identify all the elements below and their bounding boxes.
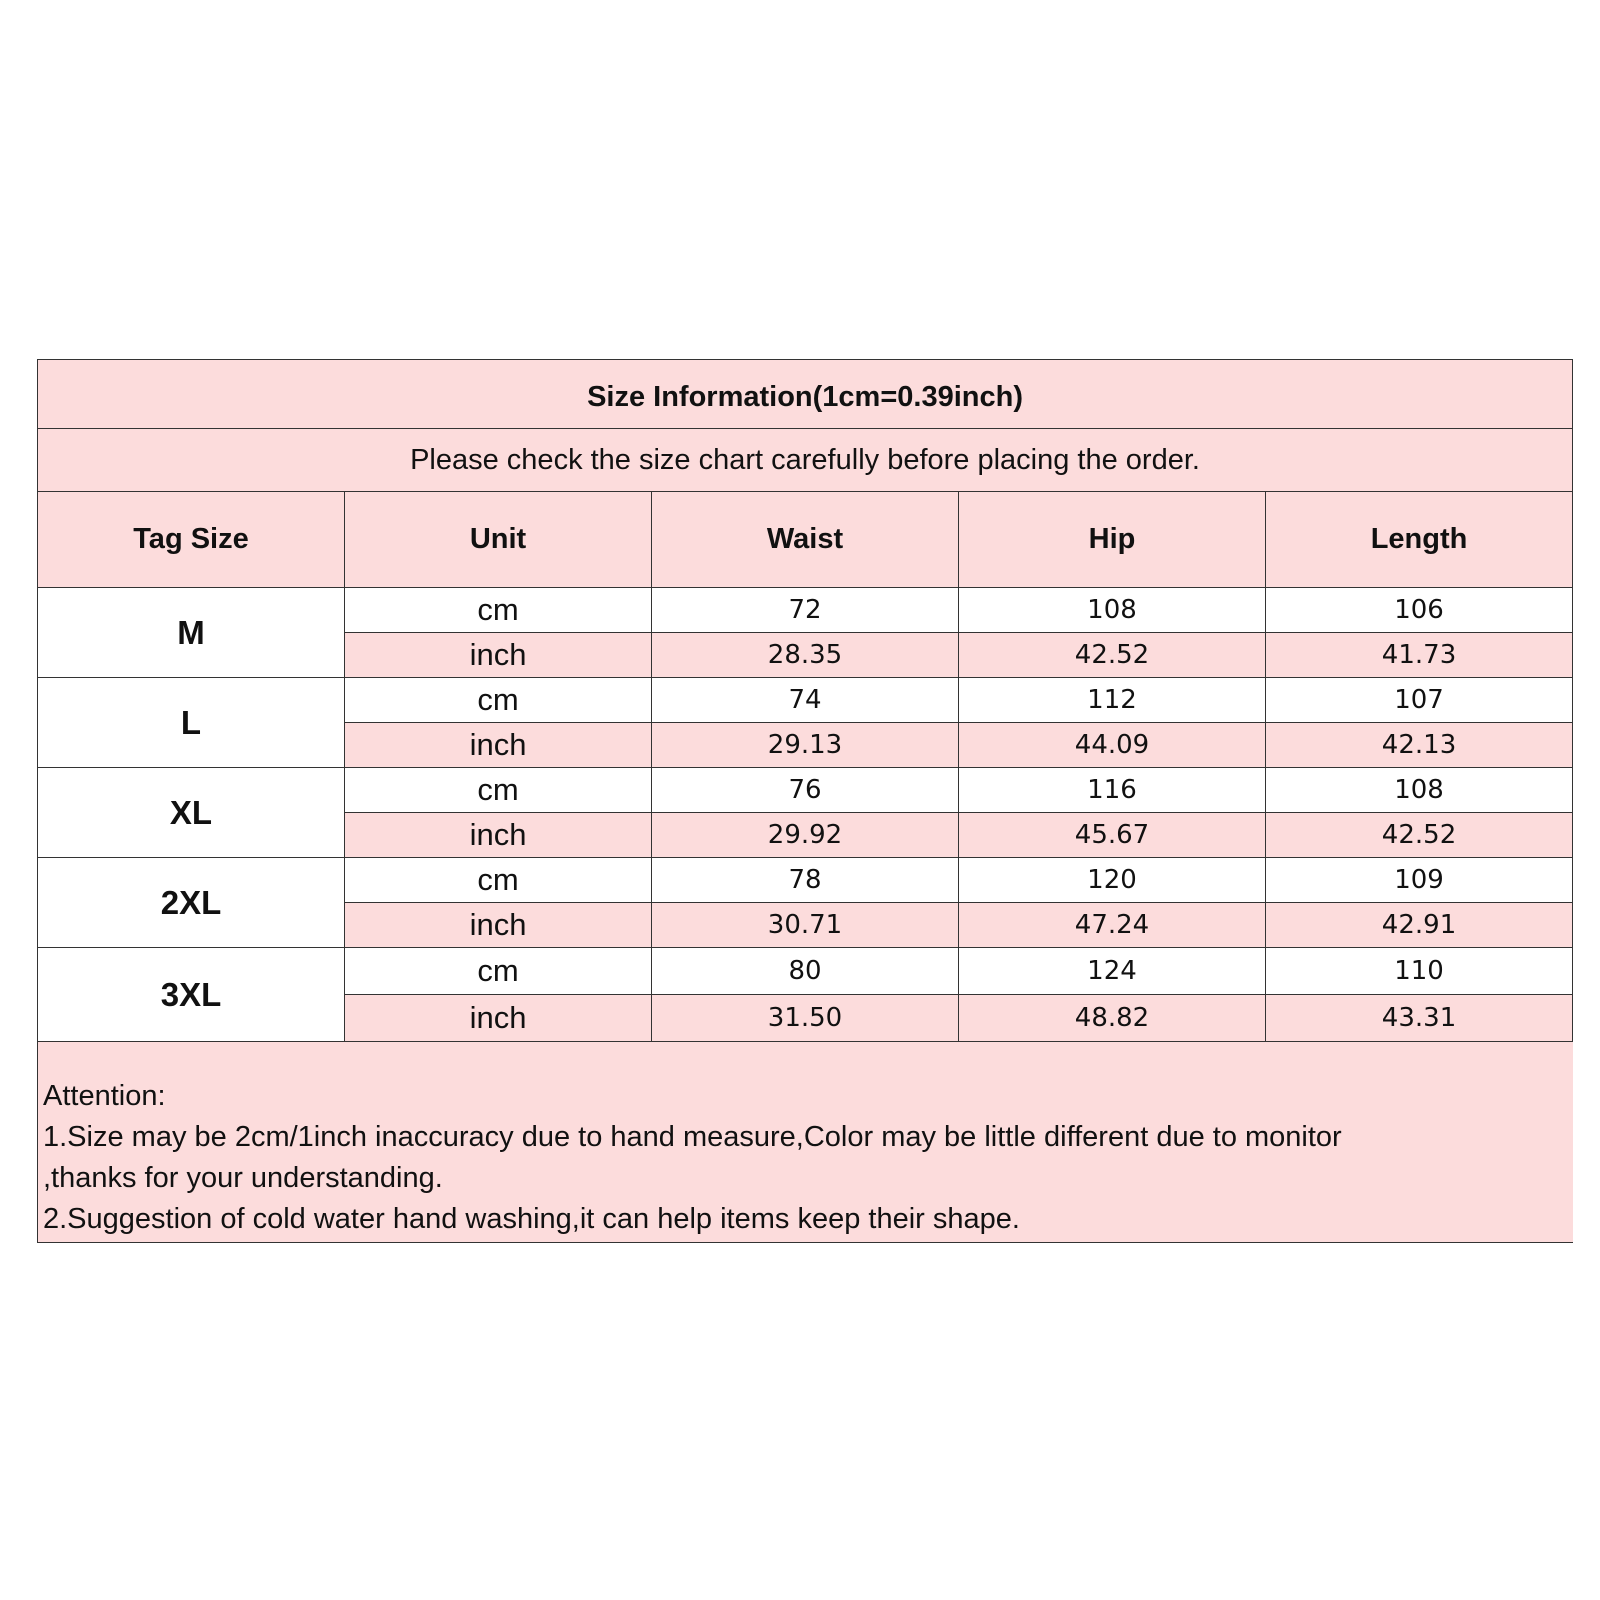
hip-cell: 116 (959, 768, 1266, 813)
waist-cell: 29.13 (652, 723, 959, 768)
unit-cell: inch (345, 633, 652, 678)
unit-cell: cm (345, 588, 652, 633)
attention-heading: Attention: (43, 1080, 166, 1112)
waist-cell: 78 (652, 858, 959, 903)
hip-cell: 108 (959, 588, 1266, 633)
waist-cell: 30.71 (652, 903, 959, 948)
hip-cell: 48.82 (959, 995, 1266, 1042)
waist-cell: 76 (652, 768, 959, 813)
length-cell: 42.13 (1266, 723, 1573, 768)
unit-cell: cm (345, 948, 652, 995)
waist-cell: 72 (652, 588, 959, 633)
length-cell: 43.31 (1266, 995, 1573, 1042)
note-line: 1.Size may be 2cm/1inch inaccuracy due to hand measure,Color may be little different due to monitor (43, 1121, 1342, 1153)
waist-cell: 28.35 (652, 633, 959, 678)
hip-cell: 124 (959, 948, 1266, 995)
waist-cell: 74 (652, 678, 959, 723)
size-chart-instruction: Please check the size chart carefully before placing the order. (38, 429, 1573, 492)
header-hip: Hip (959, 492, 1266, 588)
size-info-title: Size Information(1cm=0.39inch) (38, 360, 1573, 429)
table-row (38, 768, 1573, 813)
header-row (38, 492, 1573, 588)
header-unit: Unit (345, 492, 652, 588)
size-chart-table (37, 359, 1573, 1243)
hip-cell: 44.09 (959, 723, 1266, 768)
header-waist: Waist (652, 492, 959, 588)
tag-size-cell: XL (38, 768, 345, 858)
tag-size-cell: 3XL (38, 948, 345, 1042)
waist-cell: 29.92 (652, 813, 959, 858)
tag-size-cell: M (38, 588, 345, 678)
unit-cell: inch (345, 813, 652, 858)
header-length: Length (1266, 492, 1573, 588)
unit-cell: cm (345, 768, 652, 813)
length-cell: 42.52 (1266, 813, 1573, 858)
hip-cell: 120 (959, 858, 1266, 903)
tag-size-cell: L (38, 678, 345, 768)
attention-notes (38, 1042, 1573, 1243)
hip-cell: 47.24 (959, 903, 1266, 948)
note-line: 2.Suggestion of cold water hand washing,it can help items keep their shape. (43, 1203, 1020, 1235)
table-row (38, 588, 1573, 633)
length-cell: 42.91 (1266, 903, 1573, 948)
hip-cell: 45.67 (959, 813, 1266, 858)
unit-cell: inch (345, 903, 652, 948)
length-cell: 108 (1266, 768, 1573, 813)
waist-cell: 80 (652, 948, 959, 995)
header-tag-size: Tag Size (38, 492, 345, 588)
table-row (38, 858, 1573, 903)
length-cell: 106 (1266, 588, 1573, 633)
length-cell: 109 (1266, 858, 1573, 903)
waist-cell: 31.50 (652, 995, 959, 1042)
unit-cell: inch (345, 995, 652, 1042)
length-cell: 41.73 (1266, 633, 1573, 678)
unit-cell: cm (345, 678, 652, 723)
table-row (38, 948, 1573, 995)
unit-cell: cm (345, 858, 652, 903)
hip-cell: 42.52 (959, 633, 1266, 678)
table-row (38, 678, 1573, 723)
tag-size-cell: 2XL (38, 858, 345, 948)
hip-cell: 112 (959, 678, 1266, 723)
unit-cell: inch (345, 723, 652, 768)
length-cell: 110 (1266, 948, 1573, 995)
length-cell: 107 (1266, 678, 1573, 723)
notes-row (38, 1042, 1573, 1243)
note-line: ,thanks for your understanding. (43, 1162, 443, 1194)
